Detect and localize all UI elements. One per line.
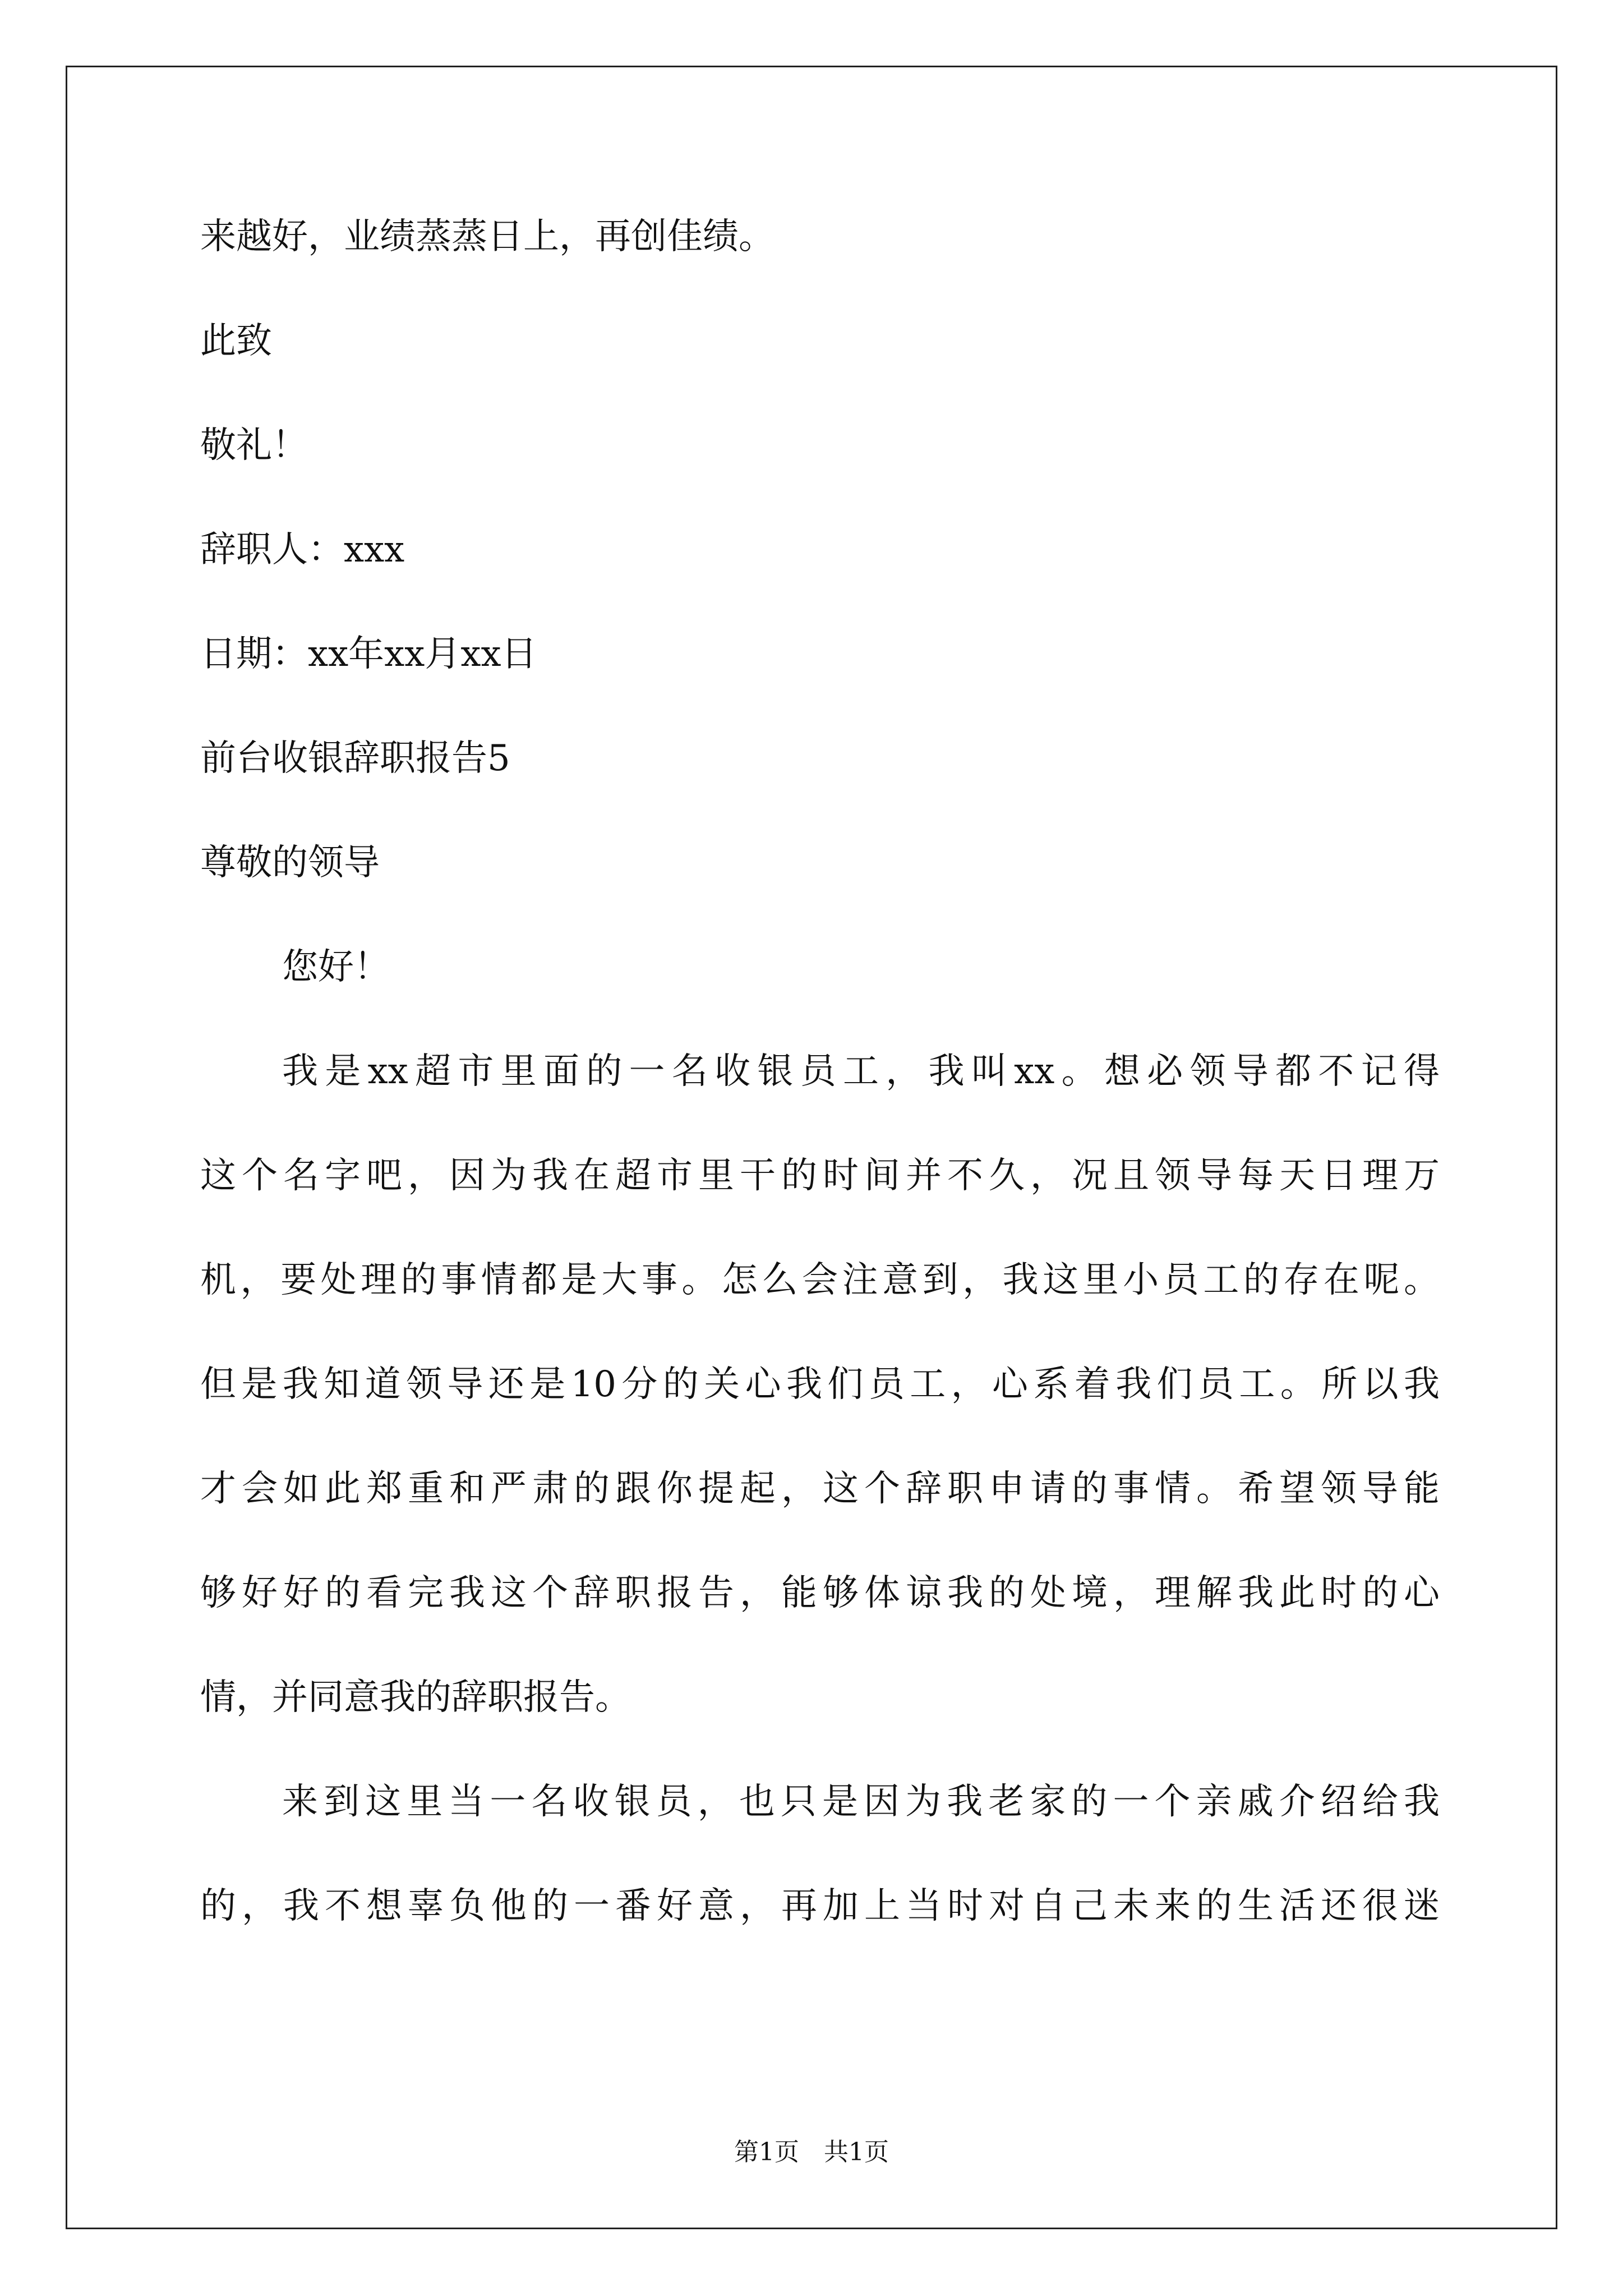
text-line: 来越好，业绩蒸蒸日上，再创佳绩。 xyxy=(200,216,774,257)
paragraph-line: 来到这里当一名收银员，也只是因为我老家的一个亲戚介绍给我 xyxy=(282,1781,1440,1823)
section-title: 前台收银辞职报告5 xyxy=(200,738,510,779)
paragraph-line: 够好好的看完我这个辞职报告，能够体谅我的处境，理解我此时的心 xyxy=(200,1572,1440,1614)
document-body xyxy=(200,216,1440,1927)
greeting: 您好！ xyxy=(282,946,390,988)
greeting-addressee: 尊敬的领导 xyxy=(200,842,380,884)
paragraph-line: 我是xx超市里面的一名收银员工，我叫xx。想必领导都不记得 xyxy=(282,1051,1440,1092)
paragraph-line: 但是我知道领导还是10分的关心我们员工，心系着我们员工。所以我 xyxy=(200,1364,1440,1405)
signature-line: 辞职人：xxx xyxy=(200,529,405,570)
page-footer: 第1页 共1页 xyxy=(734,2138,889,2166)
date-line: 日期：xx年xx月xx日 xyxy=(200,633,537,675)
paragraph-line: 机，要处理的事情都是大事。怎么会注意到，我这里小员工的存在呢。 xyxy=(200,1259,1440,1301)
paragraph-line: 这个名字吧，因为我在超市里干的时间并不久，况且领导每天日理万 xyxy=(200,1155,1440,1197)
paragraph-line: 的，我不想辜负他的一番好意，再加上当时对自己未来的生活还很迷 xyxy=(200,1885,1440,1927)
closing-regards: 敬礼！ xyxy=(200,425,308,466)
paragraph-line: 情，并同意我的辞职报告。 xyxy=(200,1677,631,1718)
paragraph-line: 才会如此郑重和严肃的跟你提起，这个辞职申请的事情。希望领导能 xyxy=(200,1468,1440,1510)
closing-salutation: 此致 xyxy=(200,320,272,362)
